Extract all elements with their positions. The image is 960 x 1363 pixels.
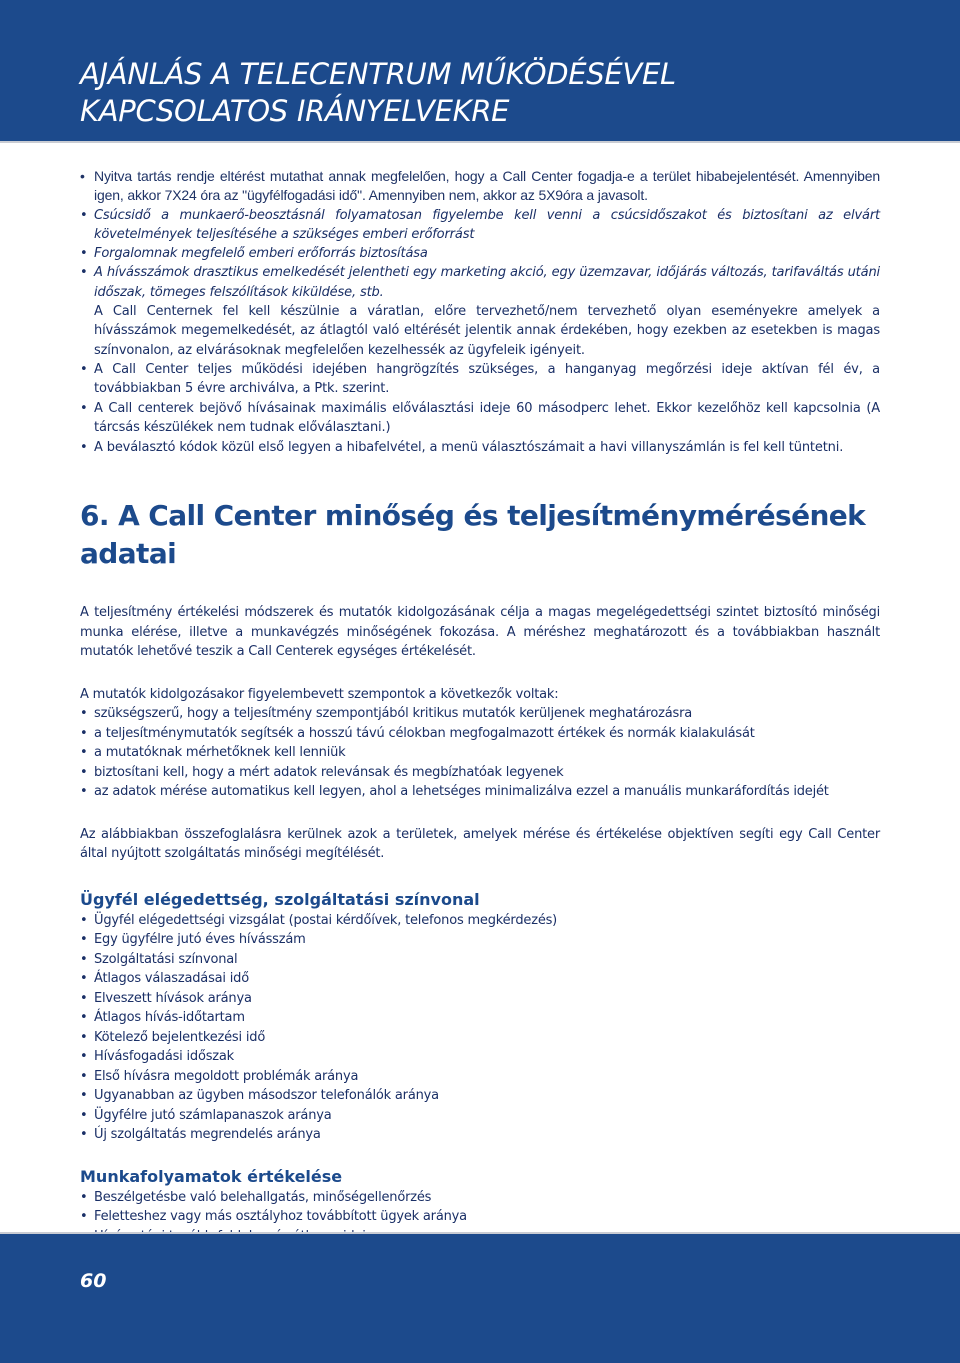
list-item: • Ügyfélre jutó számlapanaszok aránya — [80, 1106, 880, 1126]
page-number: 60 — [80, 1270, 107, 1292]
list-item: • Egy ügyfélre jutó éves hívásszám — [80, 930, 880, 950]
header-band — [0, 0, 960, 143]
list-item: • Átlagos hívás-időtartam — [80, 1008, 880, 1028]
customer-satisfaction-list — [80, 911, 880, 1145]
summary-paragraph: Az alábbiakban összefoglalásra kerülnek azok a területek, amelyek mérése és értékelése objektíven segíti egy Call Center által nyújtott szolgáltatás minőségi megítélését. — [80, 826, 880, 862]
list-item: • szükségszerű, hogy a teljesítmény szempontjából kritikus mutatók kerüljenek meghatározásra — [80, 704, 880, 724]
list-item: • Beszélgetésbe való belehallgatás, minőségellenőrzés — [80, 1188, 880, 1208]
intro-bullet-list — [80, 167, 880, 457]
list-item: • az adatok mérése automatikus kell legyen, ahol a lehetséges minimalizálva ezzel a manuális munkaráfordítás idejét — [80, 782, 880, 802]
section-paragraph: A teljesítmény értékelési módszerek és mutatók kidolgozásának célja a magas megelégedettségi szintet biztosító minőségi munka elérése, illetve a munkavégzés minőségének fokozása. A méréshez meghatározott és a továbbiakban használt mutatók lehetővé teszik a Call Centerek egységes értékelését. — [80, 605, 880, 660]
criteria-intro: A mutatók kidolgozásakor figyelembevett szempontok a következők voltak: — [80, 686, 559, 702]
page-title — [80, 56, 920, 130]
page-title-line-1: AJÁNLÁS A TELECENTRUM MŰKÖDÉSÉVEL — [80, 57, 676, 91]
list-item: • A beválasztó kódok közül első legyen a hibafelvétel, a menü választószámait a havi villanyszámlán is fel kell tüntetni. — [80, 438, 880, 457]
intro-paragraph: A Call Centernek fel kell készülnie a váratlan, előre tervezhető/nem tervezhető olyan eseményekre amelyek a hívásszámok megemelkedését, az átlagtól való eltérését jelentik annak érdekében, hogy ezekben az esetekben is magas színvonalon, az elvárásoknak megfelelően kezelhessék az ügyfeleik igényeit. — [94, 304, 880, 358]
list-item: • Csúcsidő a munkaerő-beosztásnál folyamatosan figyelembe kell venni a csúcsidőszakot és biztosítani az elvárt követelmények teljesítéséhe a szükséges emberi erőforrást — [80, 206, 880, 245]
list-item: • A Call Center teljes működési idejében hangrögzítés szükséges, a hanganyag megőrzési ideje aktívan fél év, a továbbiakban 5 évre archiválva, a Ptk. szerint. — [80, 360, 880, 399]
list-item: • Hívásfogadási időszak — [80, 1047, 880, 1067]
list-item: • Ugyanabban az ügyben másodszor telefonálók aránya — [80, 1086, 880, 1106]
page-title-line-2: KAPCSOLATOS IRÁNYELVEKRE — [80, 94, 510, 128]
list-item: • Új szolgáltatás megrendelés aránya — [80, 1125, 880, 1145]
list-item: • Szolgáltatási színvonal — [80, 950, 880, 970]
list-item: • Első hívásra megoldott problémák aránya — [80, 1067, 880, 1087]
list-item: • Forgalomnak megfelelő emberi erőforrás biztosítása — [80, 244, 880, 263]
list-item: • a teljesítménymutatók segítsék a hosszú távú célokban megfogalmazott értékek és normák kialakulását — [80, 724, 880, 744]
main-content — [80, 167, 880, 1285]
list-item: • Átlagos válaszadásai idő — [80, 969, 880, 989]
list-item: • Nyitva tartás rendje eltérést mutathat annak megfelelően, hogy a Call Center fogadja-e a terület hibabejelentését. Amennyiben igen, akkor 7X24 óra az "ügyfélfogadási idő". Amennyiben nem, akkor az 5X9óra a javasolt. — [80, 167, 880, 206]
list-item: • A hívásszámok drasztikus emelkedését jelentheti egy marketing akció, egy üzemzavar, időjárás változás, tarifaváltás utáni időszak, tömeges felszólítások kiküldése, stb. — [80, 263, 880, 302]
list-item: • Feletteshez vagy más osztályhoz továbbított ügyek aránya — [80, 1207, 880, 1227]
criteria-list — [80, 704, 880, 802]
list-item: • biztosítani kell, hogy a mért adatok relevánsak és megbízhatóak legyenek — [80, 763, 880, 783]
list-item: • Ügyfél elégedettségi vizsgálat (postai kérdőívek, telefonos megkérdezés) — [80, 911, 880, 931]
workflow-heading: Munkafolyamatok értékelése — [80, 1166, 343, 1186]
list-item: • Kötelező bejelentkezési idő — [80, 1028, 880, 1048]
section-heading: 6. A Call Center minőség és teljesítménymérésének adatai — [80, 499, 866, 571]
list-item: • a mutatóknak mérhetőknek kell lenniük — [80, 743, 880, 763]
customer-satisfaction-heading: Ügyfél elégedettség, szolgáltatási színvonal — [80, 889, 480, 909]
list-item: • Elveszett hívások aránya — [80, 989, 880, 1009]
list-item: • A Call centerek bejövő hívásainak maximális előválasztási ideje 60 másodperc lehet. Ekkor kezelőhöz kell kapcsolnia (A tárcsás készülékek nem tudnak előválasztani.) — [80, 399, 880, 438]
footer-band — [0, 1232, 960, 1363]
